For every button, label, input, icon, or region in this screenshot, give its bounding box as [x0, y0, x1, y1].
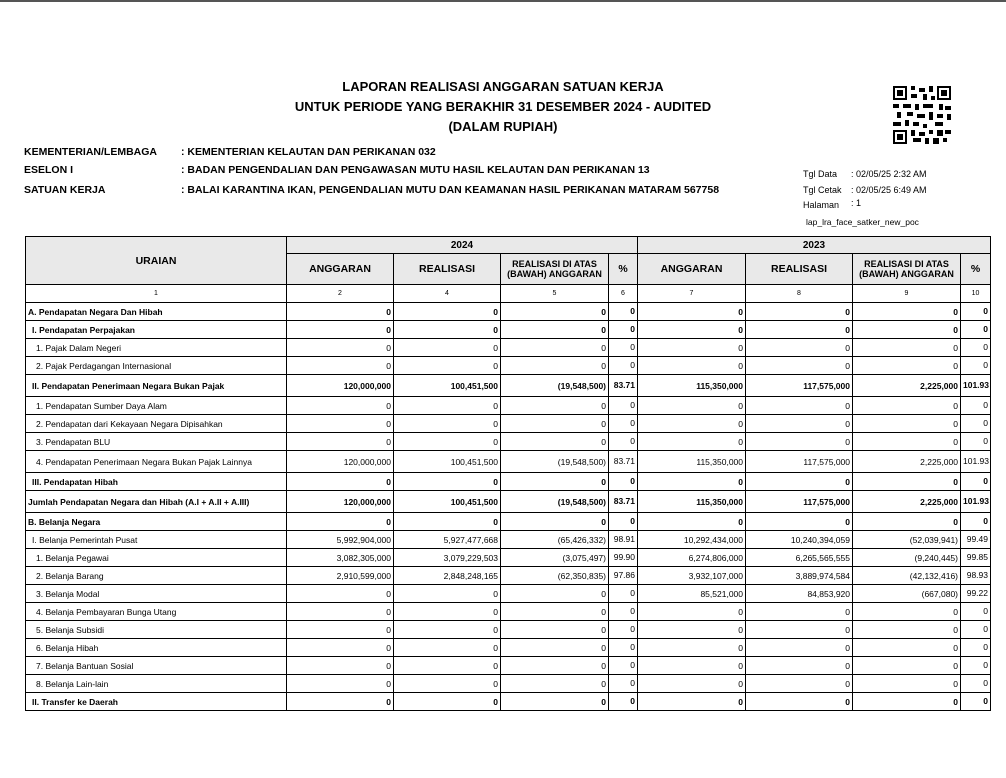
budget-realization-table — [25, 236, 991, 711]
pct-2023-cell: 0 — [961, 357, 991, 375]
column-index: 1 — [26, 285, 287, 303]
anggaran-2023-cell: 0 — [638, 357, 746, 375]
row-uraian: I. Belanja Pemerintah Pusat — [26, 531, 287, 549]
pct-2024-cell: 83.71 — [609, 375, 638, 397]
realisasi-2023-cell: 0 — [746, 657, 853, 675]
report-code: lap_lra_face_satker_new_poc — [806, 217, 919, 227]
pct-2023-cell: 0 — [961, 621, 991, 639]
pct-2024-cell: 0 — [609, 415, 638, 433]
realisasi-2024-cell: 0 — [394, 397, 501, 415]
row-uraian: 3. Pendapatan BLU — [26, 433, 287, 451]
selisih-2023-cell: (42,132,416) — [853, 567, 961, 585]
pct-2024-cell: 83.71 — [609, 491, 638, 513]
anggaran-2024-cell: 0 — [287, 657, 394, 675]
row-uraian: 7. Belanja Bantuan Sosial — [26, 657, 287, 675]
table-row — [26, 675, 991, 693]
anggaran-2023-cell: 115,350,000 — [638, 451, 746, 473]
selisih-2023-cell: 0 — [853, 513, 961, 531]
anggaran-2023-cell: 0 — [638, 657, 746, 675]
selisih-2023-cell: 0 — [853, 357, 961, 375]
realisasi-2024-cell: 0 — [394, 693, 501, 711]
selisih-2023-cell: 0 — [853, 657, 961, 675]
selisih-2024-cell: 0 — [501, 397, 609, 415]
table-row — [26, 639, 991, 657]
table-row — [26, 433, 991, 451]
table-row — [26, 339, 991, 357]
pct-2023-cell: 0 — [961, 603, 991, 621]
realisasi-2023-cell: 0 — [746, 639, 853, 657]
pct-2023-cell: 98.93 — [961, 567, 991, 585]
anggaran-2024-cell: 0 — [287, 639, 394, 657]
pct-2024-cell: 0 — [609, 321, 638, 339]
anggaran-2023-cell: 0 — [638, 473, 746, 491]
anggaran-2024-cell: 5,992,904,000 — [287, 531, 394, 549]
tgl-cetak-value: : 02/05/25 6:49 AM — [851, 185, 927, 195]
table-row — [26, 357, 991, 375]
pct-2023-cell: 0 — [961, 339, 991, 357]
selisih-2024-cell: (19,548,500) — [501, 451, 609, 473]
anggaran-2024-cell: 0 — [287, 621, 394, 639]
realisasi-2024-cell: 0 — [394, 513, 501, 531]
realisasi-2023-cell: 0 — [746, 357, 853, 375]
selisih-2024-cell: 0 — [501, 513, 609, 531]
halaman-value: : 1 — [851, 198, 862, 208]
row-uraian: Jumlah Pendapatan Negara dan Hibah (A.I + A.II + A.III) — [26, 491, 287, 513]
selisih-2023-cell: 0 — [853, 603, 961, 621]
realisasi-2023-cell: 3,889,974,584 — [746, 567, 853, 585]
realisasi-2023-cell: 0 — [746, 693, 853, 711]
pct-2024-cell: 98.91 — [609, 531, 638, 549]
anggaran-2023-cell: 10,292,434,000 — [638, 531, 746, 549]
table-row — [26, 531, 991, 549]
realisasi-2023-cell: 84,853,920 — [746, 585, 853, 603]
column-index: 9 — [853, 285, 961, 303]
row-uraian: 2. Pendapatan dari Kekayaan Negara Dipisahkan — [26, 415, 287, 433]
realisasi-2023-cell: 0 — [746, 415, 853, 433]
table-row — [26, 513, 991, 531]
selisih-2024-cell: 0 — [501, 639, 609, 657]
anggaran-2023-cell: 0 — [638, 303, 746, 321]
pct-2023-cell: 0 — [961, 321, 991, 339]
realisasi-2023-cell: 0 — [746, 473, 853, 491]
pct-2023-cell: 0 — [961, 433, 991, 451]
realisasi-2024-cell: 0 — [394, 675, 501, 693]
table-row — [26, 603, 991, 621]
table-row — [26, 657, 991, 675]
pct-2024-cell: 0 — [609, 357, 638, 375]
selisih-2024-cell: 0 — [501, 621, 609, 639]
row-uraian: 1. Pajak Dalam Negeri — [26, 339, 287, 357]
realisasi-2024-cell: 0 — [394, 639, 501, 657]
anggaran-2024-cell: 0 — [287, 513, 394, 531]
realisasi-2024-cell: 0 — [394, 433, 501, 451]
row-uraian: 4. Pendapatan Penerimaan Negara Bukan Pajak Lainnya — [26, 451, 287, 473]
row-uraian: B. Belanja Negara — [26, 513, 287, 531]
row-uraian: 6. Belanja Hibah — [26, 639, 287, 657]
anggaran-2024-cell: 0 — [287, 693, 394, 711]
realisasi-2024-cell: 100,451,500 — [394, 491, 501, 513]
pct-2023-cell: 99.85 — [961, 549, 991, 567]
realisasi-2024-cell: 2,848,248,165 — [394, 567, 501, 585]
anggaran-2023-cell: 0 — [638, 433, 746, 451]
selisih-2023-cell: 0 — [853, 693, 961, 711]
anggaran-2023-cell: 0 — [638, 397, 746, 415]
anggaran-2024-cell: 120,000,000 — [287, 491, 394, 513]
anggaran-2023-cell: 6,274,806,000 — [638, 549, 746, 567]
selisih-2024-cell: 0 — [501, 433, 609, 451]
selisih-2023-cell: 0 — [853, 473, 961, 491]
column-index: 8 — [746, 285, 853, 303]
pct-2024-header: % — [609, 254, 638, 285]
top-border — [0, 0, 1006, 2]
realisasi-2023-cell: 0 — [746, 397, 853, 415]
pct-2023-cell: 0 — [961, 693, 991, 711]
anggaran-2023-cell: 0 — [638, 321, 746, 339]
realisasi-2023-cell: 0 — [746, 321, 853, 339]
realisasi-2024-cell: 0 — [394, 303, 501, 321]
pct-2023-cell: 0 — [961, 397, 991, 415]
realisasi-2024-cell: 3,079,229,503 — [394, 549, 501, 567]
anggaran-2024-cell: 0 — [287, 675, 394, 693]
column-index: 2 — [287, 285, 394, 303]
pct-2023-cell: 99.49 — [961, 531, 991, 549]
realisasi-2023-cell: 0 — [746, 603, 853, 621]
anggaran-2023-cell: 0 — [638, 639, 746, 657]
report-title-line3: (DALAM RUPIAH) — [448, 119, 558, 134]
row-uraian: I. Pendapatan Perpajakan — [26, 321, 287, 339]
realisasi-2024-cell: 0 — [394, 585, 501, 603]
row-uraian: 3. Belanja Modal — [26, 585, 287, 603]
anggaran-2024-cell: 0 — [287, 415, 394, 433]
selisih-2023-header: REALISASI DI ATAS (BAWAH) ANGGARAN — [853, 254, 961, 285]
table-row — [26, 473, 991, 491]
selisih-2024-cell: 0 — [501, 473, 609, 491]
row-uraian: 1. Belanja Pegawai — [26, 549, 287, 567]
anggaran-2024-header: ANGGARAN — [287, 254, 394, 285]
selisih-2024-cell: 0 — [501, 303, 609, 321]
anggaran-2024-cell: 3,082,305,000 — [287, 549, 394, 567]
anggaran-2023-cell: 0 — [638, 339, 746, 357]
realisasi-2023-cell: 0 — [746, 433, 853, 451]
anggaran-2023-header: ANGGARAN — [638, 254, 746, 285]
anggaran-2024-cell: 0 — [287, 357, 394, 375]
pct-2023-cell: 0 — [961, 639, 991, 657]
selisih-2024-cell: (3,075,497) — [501, 549, 609, 567]
selisih-2023-cell: (9,240,445) — [853, 549, 961, 567]
selisih-2024-cell: 0 — [501, 585, 609, 603]
selisih-2023-cell: 0 — [853, 433, 961, 451]
realisasi-2024-cell: 100,451,500 — [394, 375, 501, 397]
pct-2024-cell: 0 — [609, 513, 638, 531]
anggaran-2024-cell: 0 — [287, 603, 394, 621]
meta-label-satker: SATUAN KERJA — [24, 184, 106, 196]
pct-2024-cell: 0 — [609, 339, 638, 357]
realisasi-2024-cell: 0 — [394, 603, 501, 621]
tgl-data-label: Tgl Data — [803, 169, 838, 179]
pct-2024-cell: 83.71 — [609, 451, 638, 473]
row-uraian: A. Pendapatan Negara Dan Hibah — [26, 303, 287, 321]
table-row — [26, 491, 991, 513]
year-2024-header: 2024 — [287, 237, 638, 254]
selisih-2024-cell: 0 — [501, 339, 609, 357]
anggaran-2024-cell: 0 — [287, 585, 394, 603]
row-uraian: III. Pendapatan Hibah — [26, 473, 287, 491]
meta-label-eselon: ESELON I — [24, 164, 74, 176]
pct-2024-cell: 0 — [609, 433, 638, 451]
anggaran-2024-cell: 120,000,000 — [287, 451, 394, 473]
selisih-2024-cell: 0 — [501, 675, 609, 693]
pct-2023-cell: 101.93 — [961, 491, 991, 513]
selisih-2024-cell: 0 — [501, 415, 609, 433]
table-row — [26, 693, 991, 711]
pct-2024-cell: 0 — [609, 603, 638, 621]
qr-code-icon — [893, 86, 951, 144]
pct-2023-cell: 0 — [961, 473, 991, 491]
selisih-2023-cell: (52,039,941) — [853, 531, 961, 549]
realisasi-2023-cell: 0 — [746, 339, 853, 357]
pct-2024-cell: 0 — [609, 473, 638, 491]
row-uraian: 5. Belanja Subsidi — [26, 621, 287, 639]
column-index: 5 — [501, 285, 609, 303]
column-index-row — [26, 285, 991, 303]
table-row — [26, 397, 991, 415]
selisih-2023-cell: 2,225,000 — [853, 375, 961, 397]
table-row — [26, 321, 991, 339]
anggaran-2023-cell: 0 — [638, 693, 746, 711]
table-row — [26, 549, 991, 567]
pct-2024-cell: 0 — [609, 639, 638, 657]
realisasi-2023-cell: 0 — [746, 513, 853, 531]
realisasi-2023-cell: 117,575,000 — [746, 491, 853, 513]
anggaran-2023-cell: 0 — [638, 621, 746, 639]
selisih-2023-cell: (667,080) — [853, 585, 961, 603]
anggaran-2023-cell: 115,350,000 — [638, 375, 746, 397]
row-uraian: 8. Belanja Lain-lain — [26, 675, 287, 693]
pct-2024-cell: 0 — [609, 675, 638, 693]
pct-2023-cell: 99.22 — [961, 585, 991, 603]
column-index: 4 — [394, 285, 501, 303]
anggaran-2023-cell: 115,350,000 — [638, 491, 746, 513]
anggaran-2024-cell: 0 — [287, 303, 394, 321]
selisih-2023-cell: 0 — [853, 303, 961, 321]
realisasi-2024-cell: 0 — [394, 657, 501, 675]
anggaran-2024-cell: 0 — [287, 397, 394, 415]
anggaran-2024-cell: 2,910,599,000 — [287, 567, 394, 585]
column-index: 7 — [638, 285, 746, 303]
anggaran-2023-cell: 0 — [638, 603, 746, 621]
pct-2023-cell: 101.93 — [961, 451, 991, 473]
table-row — [26, 585, 991, 603]
pct-2024-cell: 0 — [609, 657, 638, 675]
pct-2024-cell: 0 — [609, 693, 638, 711]
realisasi-2024-cell: 0 — [394, 357, 501, 375]
selisih-2024-cell: (62,350,835) — [501, 567, 609, 585]
realisasi-2023-cell: 0 — [746, 621, 853, 639]
selisih-2024-header: REALISASI DI ATAS (BAWAH) ANGGARAN — [501, 254, 609, 285]
anggaran-2024-cell: 0 — [287, 321, 394, 339]
pct-2024-cell: 0 — [609, 303, 638, 321]
anggaran-2023-cell: 3,932,107,000 — [638, 567, 746, 585]
realisasi-2024-header: REALISASI — [394, 254, 501, 285]
anggaran-2023-cell: 0 — [638, 415, 746, 433]
report-title-line2: UNTUK PERIODE YANG BERAKHIR 31 DESEMBER 2024 - AUDITED — [294, 99, 712, 114]
row-uraian: II. Transfer ke Daerah — [26, 693, 287, 711]
meta-value-eselon: : BADAN PENGENDALIAN DAN PENGAWASAN MUTU HASIL KELAUTAN DAN PERIKANAN 13 — [181, 164, 650, 176]
column-index: 6 — [609, 285, 638, 303]
selisih-2024-cell: (19,548,500) — [501, 491, 609, 513]
pct-2024-cell: 0 — [609, 397, 638, 415]
meta-label-kementerian: KEMENTERIAN/LEMBAGA — [24, 146, 157, 158]
selisih-2023-cell: 0 — [853, 321, 961, 339]
selisih-2024-cell: 0 — [501, 357, 609, 375]
row-uraian: 2. Pajak Perdagangan Internasional — [26, 357, 287, 375]
realisasi-2023-cell: 0 — [746, 675, 853, 693]
realisasi-2024-cell: 100,451,500 — [394, 451, 501, 473]
realisasi-2023-cell: 10,240,394,059 — [746, 531, 853, 549]
realisasi-2024-cell: 0 — [394, 473, 501, 491]
realisasi-2024-cell: 0 — [394, 621, 501, 639]
table-row — [26, 415, 991, 433]
tgl-cetak-label: Tgl Cetak — [803, 185, 842, 195]
meta-value-satker: : BALAI KARANTINA IKAN, PENGENDALIAN MUTU DAN KEAMANAN HASIL PERIKANAN MATARAM 567758 — [181, 184, 720, 196]
pct-2023-cell: 0 — [961, 675, 991, 693]
pct-2024-cell: 0 — [609, 585, 638, 603]
pct-2023-cell: 0 — [961, 415, 991, 433]
year-2023-header: 2023 — [638, 237, 991, 254]
realisasi-2023-cell: 117,575,000 — [746, 451, 853, 473]
row-uraian: 2. Belanja Barang — [26, 567, 287, 585]
anggaran-2023-cell: 0 — [638, 675, 746, 693]
pct-2024-cell: 97.86 — [609, 567, 638, 585]
realisasi-2023-cell: 0 — [746, 303, 853, 321]
meta-value-kementerian: : KEMENTERIAN KELAUTAN DAN PERIKANAN 032 — [181, 146, 436, 158]
realisasi-2023-cell: 117,575,000 — [746, 375, 853, 397]
selisih-2023-cell: 0 — [853, 339, 961, 357]
selisih-2023-cell: 2,225,000 — [853, 451, 961, 473]
row-uraian: 4. Belanja Pembayaran Bunga Utang — [26, 603, 287, 621]
row-uraian: 1. Pendapatan Sumber Daya Alam — [26, 397, 287, 415]
selisih-2023-cell: 0 — [853, 621, 961, 639]
column-index: 10 — [961, 285, 991, 303]
anggaran-2023-cell: 0 — [638, 513, 746, 531]
selisih-2024-cell: 0 — [501, 321, 609, 339]
pct-2023-cell: 0 — [961, 657, 991, 675]
anggaran-2024-cell: 120,000,000 — [287, 375, 394, 397]
table-row — [26, 621, 991, 639]
table-row — [26, 567, 991, 585]
anggaran-2024-cell: 0 — [287, 339, 394, 357]
selisih-2024-cell: 0 — [501, 693, 609, 711]
halaman-label: Halaman — [803, 200, 840, 210]
realisasi-2024-cell: 0 — [394, 321, 501, 339]
row-uraian: II. Pendapatan Penerimaan Negara Bukan Pajak — [26, 375, 287, 397]
selisih-2024-cell: 0 — [501, 657, 609, 675]
selisih-2023-cell: 0 — [853, 639, 961, 657]
realisasi-2024-cell: 5,927,477,668 — [394, 531, 501, 549]
pct-2023-header: % — [961, 254, 991, 285]
pct-2023-cell: 0 — [961, 303, 991, 321]
table-row — [26, 451, 991, 473]
selisih-2024-cell: (65,426,332) — [501, 531, 609, 549]
anggaran-2023-cell: 85,521,000 — [638, 585, 746, 603]
selisih-2024-cell: 0 — [501, 603, 609, 621]
selisih-2023-cell: 0 — [853, 675, 961, 693]
pct-2023-cell: 0 — [961, 513, 991, 531]
pct-2023-cell: 101.93 — [961, 375, 991, 397]
selisih-2023-cell: 2,225,000 — [853, 491, 961, 513]
table-row — [26, 303, 991, 321]
tgl-data-value: : 02/05/25 2:32 AM — [851, 169, 927, 179]
uraian-header: URAIAN — [26, 237, 287, 285]
realisasi-2023-cell: 6,265,565,555 — [746, 549, 853, 567]
pct-2024-cell: 99.90 — [609, 549, 638, 567]
selisih-2023-cell: 0 — [853, 397, 961, 415]
anggaran-2024-cell: 0 — [287, 473, 394, 491]
realisasi-2023-header: REALISASI — [746, 254, 853, 285]
realisasi-2024-cell: 0 — [394, 415, 501, 433]
anggaran-2024-cell: 0 — [287, 433, 394, 451]
report-title-line1: LAPORAN REALISASI ANGGARAN SATUAN KERJA — [342, 79, 664, 94]
pct-2024-cell: 0 — [609, 621, 638, 639]
table-row — [26, 375, 991, 397]
selisih-2024-cell: (19,548,500) — [501, 375, 609, 397]
selisih-2023-cell: 0 — [853, 415, 961, 433]
realisasi-2024-cell: 0 — [394, 339, 501, 357]
